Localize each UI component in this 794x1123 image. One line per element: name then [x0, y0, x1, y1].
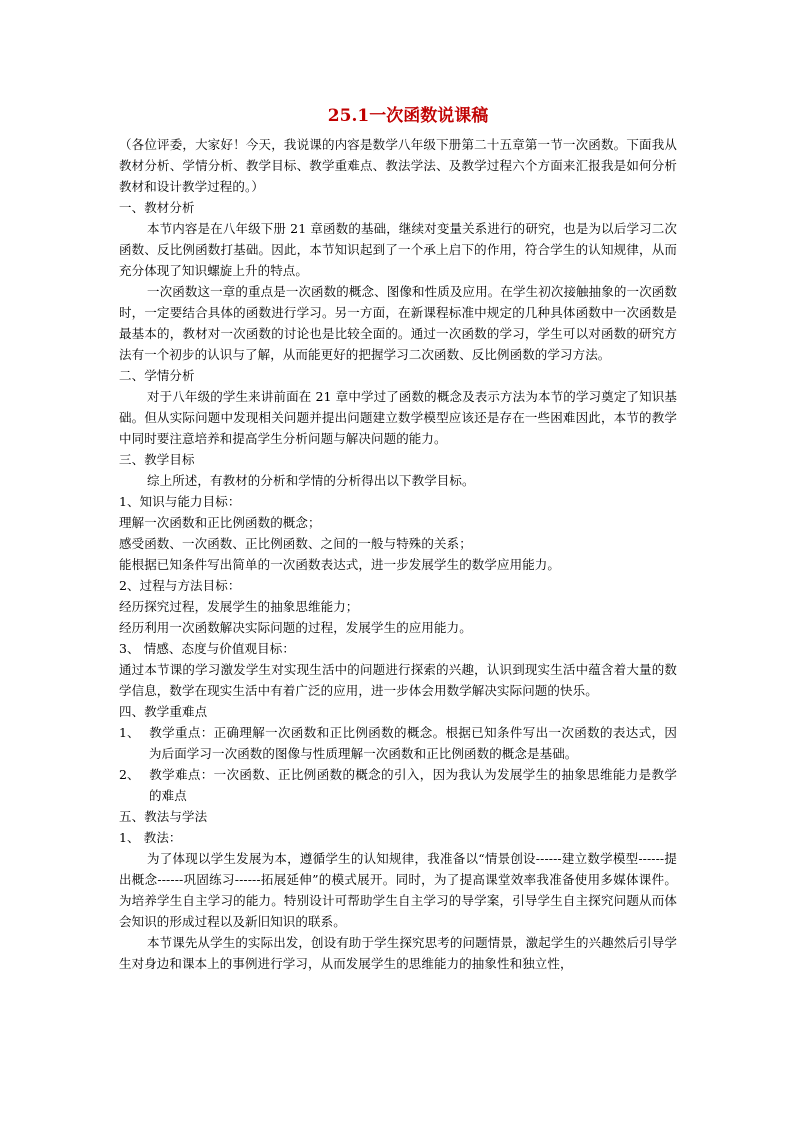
teaching-method-paragraph-2: 本节课先从学生的实际出发，创设有助于学生探究思考的问题情景，激起学生的兴趣然后引导学生对身边和课本上的事例进行学习，从而发展学生的思维能力的抽象性和独立性， [119, 935, 677, 971]
teaching-method-heading: 1、 教法： [119, 830, 182, 845]
section-heading-key-difficult-points: 四、教学重难点 [119, 704, 208, 719]
document-title: 25.1一次函数说课稿 [327, 106, 489, 126]
textbook-analysis-paragraph-1: 本节内容是在八年级下册 21 章函数的基础，继续对变量关系进行的研究，也是为以后学习二次函数、反比例函数打基础。因此，本节知识起到了一个承上启下的作用，符合学生的认知规律，从而充分体现了知识螺旋上升的特点。 [119, 221, 677, 278]
list-number: 1、 [119, 725, 140, 740]
key-point-text: 教学重点：正确理解一次函数和正比例函数的概念。根据已知条件写出一次函数的表达式，因为后面学习一次函数的图像与性质理解一次函数和正比例函数的概念是基础。 [149, 725, 677, 761]
goal-group-emotion-heading: 3、 情感、态度与价值观目标： [119, 641, 295, 656]
intro-paragraph: （各位评委，大家好！今天，我说课的内容是数学八年级下册第二十五章第一节一次函数。下面我从教材分析、学情分析、教学目标、教学重难点、教法学法、及教学过程六个方面来汇报我是如何分析教材和设计教学过程的。） [119, 137, 677, 194]
goal-emotion-paragraph: 通过本节课的学习激发学生对实现生活中的问题进行探索的兴趣，认识到现实生活中蕴含着大量的数学信息，数学在现实生活中有着广泛的应用，进一步体会用数学解决实际问题的快乐。 [119, 662, 677, 698]
goal-knowledge-line: 理解一次函数和正比例函数的概念； [119, 515, 321, 530]
teaching-goals-intro: 综上所述，有教材的分析和学情的分析得出以下教学目标。 [147, 473, 475, 488]
difficult-point-item [119, 764, 677, 806]
section-heading-student-analysis: 二、学情分析 [119, 368, 195, 383]
goal-process-line: 经历利用一次函数解决实际问题的过程，发展学生的应用能力。 [119, 620, 472, 635]
goal-group-process-heading: 2、过程与方法目标： [119, 578, 241, 593]
document-page [119, 104, 677, 974]
difficult-point-text: 教学难点：一次函数、正比例函数的概念的引入，因为我认为发展学生的抽象思维能力是教学的难点 [149, 767, 677, 803]
section-heading-textbook-analysis: 一、教材分析 [119, 200, 195, 215]
list-number: 2、 [119, 767, 140, 782]
section-heading-teaching-goals: 三、教学目标 [119, 452, 195, 467]
goal-knowledge-line: 能根据已知条件写出简单的一次函数表达式，进一步发展学生的数学应用能力。 [119, 557, 561, 572]
student-analysis-paragraph: 对于八年级的学生来讲前面在 21 章中学过了函数的概念及表示方法为本节的学习奠定了知识基础。但从实际问题中发现相关问题并提出问题建立数学模型应该还是存在一些困难因此，本节的教学中同时要注意培养和提高学生分析问题与解决问题的能力。 [119, 389, 677, 446]
key-point-item [119, 722, 677, 764]
teaching-method-paragraph-1: 为了体现以学生发展为本，遵循学生的认知规律，我准备以“情景创设------建立数学模型------提出概念------巩固练习------拓展延伸”的模式展开。同时，为了提高课堂效率我准备使用多媒体课件。为培养学生自主学习的能力。特别设计可帮助学生自主学习的导学案，引导学生自主探究问题从而体会知识的形成过程以及新旧知识的联系。 [119, 851, 677, 929]
section-heading-methods: 五、教法与学法 [119, 809, 208, 824]
goal-group-knowledge-heading: 1、知识与能力目标： [119, 494, 241, 509]
goal-process-line: 经历探究过程，发展学生的抽象思维能力； [119, 599, 359, 614]
goal-knowledge-line: 感受函数、一次函数、正比例函数、之间的一般与特殊的关系； [119, 536, 472, 551]
textbook-analysis-paragraph-2: 一次函数这一章的重点是一次函数的概念、图像和性质及应用。在学生初次接触抽象的一次函数时，一定要结合具体的函数进行学习。另一方面，在新课程标准中规定的几种具体函数中一次函数是最基本的，教材对一次函数的讨论也是比较全面的。通过一次函数的学习，学生可以对函数的研究方法有一个初步的认识与了解，从而能更好的把握学习二次函数、反比例函数的学习方法。 [119, 284, 677, 362]
